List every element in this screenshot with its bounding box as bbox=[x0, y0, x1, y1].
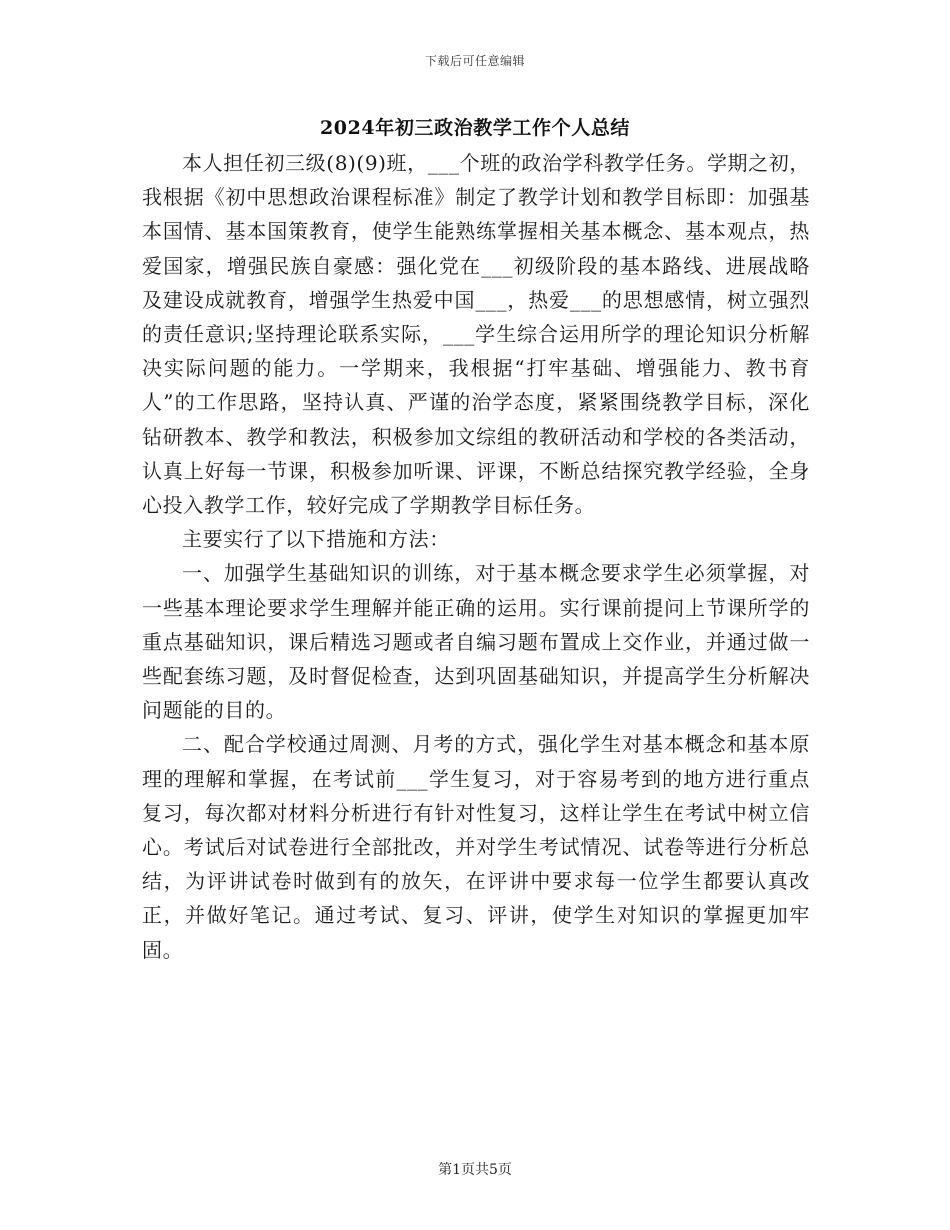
paragraph-measures-heading: 主要实行了以下措施和方法： bbox=[182, 527, 450, 552]
page-header-note: 下载后可任意编辑 bbox=[424, 54, 525, 68]
page-number: 第1页共5页 bbox=[438, 1162, 512, 1178]
paragraph-intro: 本人担任初三级(8)(9)班，___个班的政治学科教学任务。学期之初，我根据《初中思想政治课程标准》制定了教学计划和教学目标即：加强基本国情、基本国策教育，使学生能熟练掌握相关基本概念、基本观点，热爱国家，增强民族自豪感：强化党在___初级阶段的基本路线、进展战略及建设成就教育，增强学生热爱中国___，热爱___的思想感情，树立强烈的责任意识;坚持理论联系实际，___学生综合运用所学的理论知识分析解决实际问题的能力。一学期来，我根据“打牢基础、增强能力、教书育人”的工作思路，坚持认真、严谨的治学态度，紧紧围绕教学目标，深化钻研教本、教学和教法，积极参加文综组的教研活动和学校的各类活动，认真上好每一节课，积极参加听课、评课，不断总结探究教学经验，全身心投入教学工作，较好完成了学期教学目标任务。 bbox=[142, 151, 810, 518]
document-body bbox=[142, 146, 810, 967]
paragraph-measure-one: 一、加强学生基础知识的训练，对于基本概念要求学生必须掌握，对一些基本理论要求学生理解并能正确的运用。实行课前提问上节课所学的重点基础知识，课后精选习题或者自编习题布置成上交作业，并通过做一些配套练习题，及时督促检查，达到巩固基础知识，并提高学生分析解决问题能的目的。 bbox=[142, 561, 810, 723]
document-title: 2024年初三政治教学工作个人总结 bbox=[319, 117, 631, 139]
paragraph-measure-two: 二、配合学校通过周测、月考的方式，强化学生对基本概念和基本原理的理解和掌握，在考试前___学生复习，对于容易考到的地方进行重点复习，每次都对材料分析进行有针对性复习，这样让学生在考试中树立信心。考试后对试卷进行全部批改，并对学生考试情况、试卷等进行分析总结，为评讲试卷时做到有的放矢，在评讲中要求每一位学生都要认真改正，并做好笔记。通过考试、复习、评讲，使学生对知识的掌握更加牢固。 bbox=[142, 732, 810, 962]
